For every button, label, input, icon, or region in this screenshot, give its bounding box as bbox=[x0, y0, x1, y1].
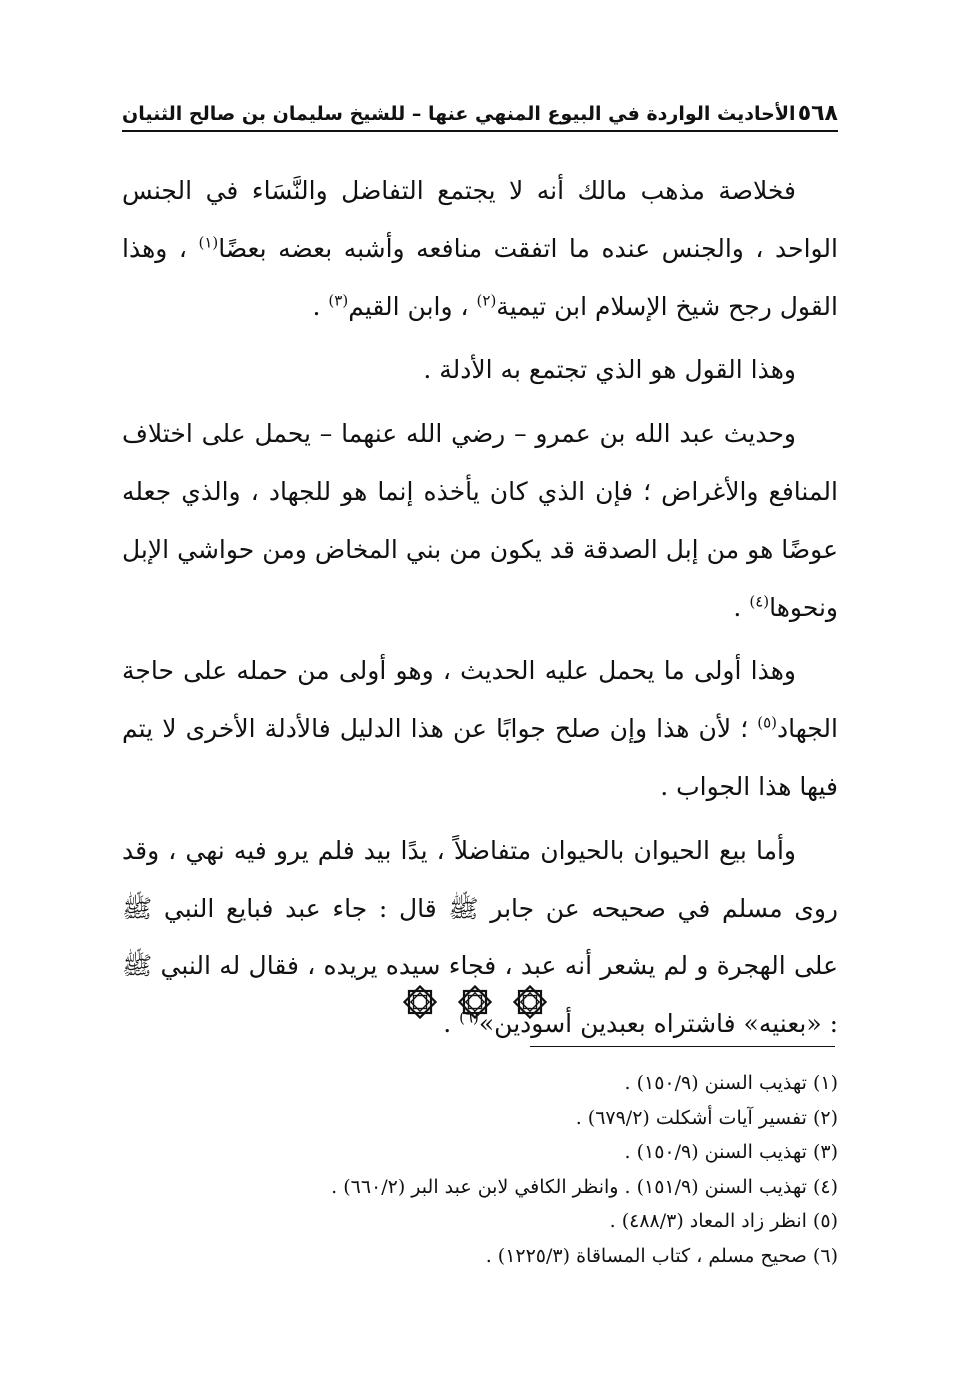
footnote-reference: (٣) bbox=[328, 291, 349, 310]
footnote-reference: (٥) bbox=[757, 713, 778, 732]
footnote: (٤) تهذيب السنن (١٥١/٩) . وانظر الكافي لابن عبد البر (٦٦٠/٢) . bbox=[331, 1175, 838, 1198]
footnote-reference: (٢) bbox=[476, 291, 497, 310]
footnote-reference: (١) bbox=[198, 233, 219, 252]
paragraph bbox=[122, 341, 838, 399]
text-run: فخلاصة مذهب مالك أنه لا يجتمع التفاضل والنَّسَاء في الجنس الواحد ، والجنس عنده ما اتفقت منافعه وأشبه بعضه بعضًا bbox=[122, 176, 838, 263]
footnote: (٣) تهذيب السنن (١٥٠/٩) . bbox=[624, 1141, 838, 1163]
paragraph bbox=[122, 405, 838, 636]
paragraph bbox=[122, 642, 838, 815]
text-run: وحديث عبد الله بن عمرو – رضي الله عنهما – يحمل على اختلاف المنافع والأغراض ؛ فإن الذي كان يأخذه إنما هو للجهاد ، والذي جعله عوضًا هو من إبل الصدقة قد يكون من بني المخاض ومن حواشي الإبل ونحوها bbox=[122, 419, 838, 622]
text-run: وأما بيع الحيوان بالحيوان متفاضلاً ، يدًا بيد فلم يرو فيه نهي ، وقد روى مسلم في صحيحه عن جابر ﷺ قال : جاء عبد فبايع النبي ﷺ على الهجرة و لم يشعر أنه عبد ، فجاء سيده يريده ، فقال له النبي ﷺ : «بعنيه» فاشتراه بعبدين أسودين» bbox=[122, 835, 838, 1039]
eight-point-star-icon bbox=[455, 982, 495, 1022]
footnote: (١) تهذيب السنن (١٥٠/٩) . bbox=[624, 1072, 838, 1094]
section-divider-ornaments bbox=[400, 980, 550, 1024]
text-run: ؛ لأن هذا وإن صلح جوابًا عن هذا الدليل فالأدلة الأخرى لا يتم فيها هذا الجواب . bbox=[122, 714, 838, 801]
footnote: (٥) انظر زاد المعاد (٤٨٨/٣) . bbox=[609, 1210, 838, 1232]
running-title: الأحاديث الواردة في البيوع المنهي عنها – للشيخ سليمان بن صالح الثنيان bbox=[122, 103, 796, 125]
eight-point-star-icon bbox=[400, 982, 440, 1022]
text-run: وهذا أولى ما يحمل عليه الحديث ، وهو أولى من حمله على حاجة الجهاد bbox=[122, 656, 838, 744]
paragraph bbox=[122, 162, 838, 335]
page-header bbox=[122, 96, 838, 132]
text-run: ، وهذا القول رجح شيخ الإسلام ابن تيمية bbox=[122, 233, 838, 321]
text-run: . bbox=[443, 1009, 460, 1039]
footnote-reference: (٤) bbox=[749, 592, 770, 611]
text-run: وهذا القول هو الذي تجتمع به الأدلة . bbox=[423, 355, 796, 385]
footnote-reference: (٦) bbox=[459, 1008, 479, 1027]
page-number: ٥٦٨ bbox=[797, 101, 838, 126]
footnote-separator bbox=[530, 1046, 835, 1047]
text-run: ، وابن القيم bbox=[348, 291, 477, 321]
footnote: (٢) تفسير آيات أشكلت (٦٧٩/٢) . bbox=[575, 1106, 838, 1129]
body-text bbox=[122, 162, 838, 1059]
text-run: . bbox=[312, 291, 329, 321]
text-run: . bbox=[733, 592, 750, 622]
footnote: (٦) صحيح مسلم ، كتاب المساقاة (١٢٢٥/٣) . bbox=[485, 1244, 838, 1267]
eight-point-star-icon bbox=[510, 982, 550, 1022]
footnotes bbox=[122, 1066, 838, 1273]
